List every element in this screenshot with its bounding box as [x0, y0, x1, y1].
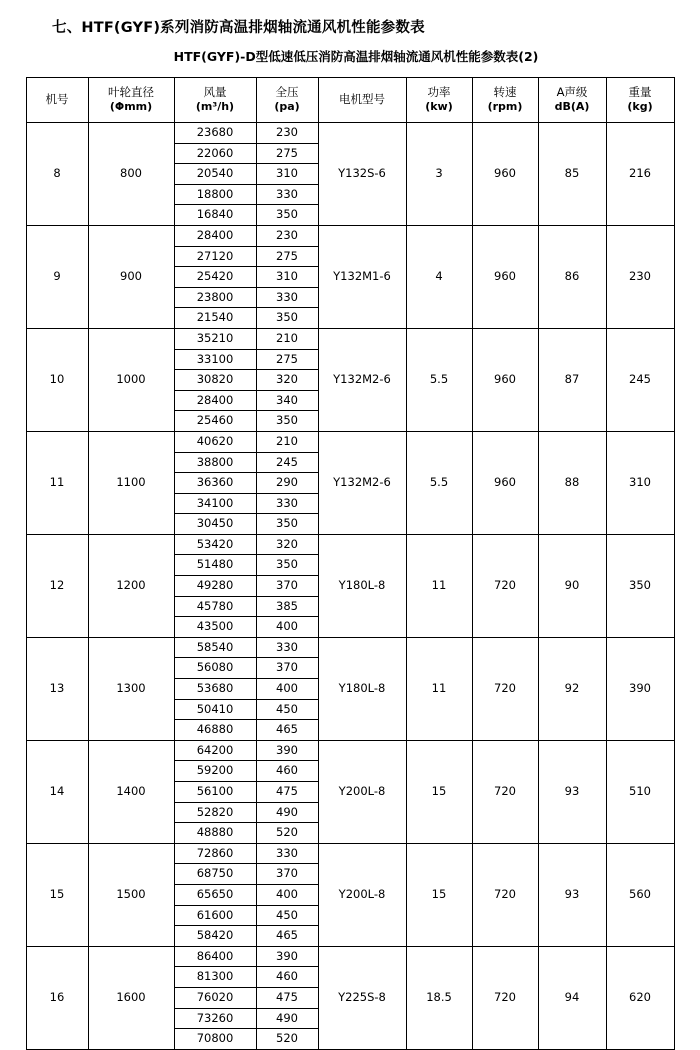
cell-airflow: 86400	[174, 946, 256, 967]
cell-noise: 87	[538, 328, 606, 431]
table-row	[26, 534, 674, 555]
cell-total-pressure: 275	[256, 143, 318, 164]
cell-noise: 93	[538, 843, 606, 946]
column-header-airflow	[174, 78, 256, 123]
cell-total-pressure: 450	[256, 905, 318, 926]
cell-model-no: 9	[26, 225, 88, 328]
cell-total-pressure: 230	[256, 225, 318, 246]
cell-speed: 960	[472, 328, 538, 431]
cell-airflow: 23680	[174, 123, 256, 144]
cell-speed: 720	[472, 534, 538, 637]
cell-airflow: 34100	[174, 493, 256, 514]
cell-total-pressure: 330	[256, 493, 318, 514]
cell-noise: 86	[538, 225, 606, 328]
table-row	[26, 328, 674, 349]
cell-weight: 510	[606, 740, 674, 843]
cell-speed: 720	[472, 637, 538, 740]
cell-airflow: 30450	[174, 514, 256, 535]
cell-airflow: 43500	[174, 617, 256, 638]
cell-total-pressure: 350	[256, 308, 318, 329]
header-label: A声级	[556, 84, 588, 99]
header-unit: (pa)	[274, 100, 300, 114]
cell-motor-model: Y180L-8	[318, 637, 406, 740]
cell-total-pressure: 390	[256, 740, 318, 761]
cell-power: 4	[406, 225, 472, 328]
cell-power: 18.5	[406, 946, 472, 1049]
cell-impeller-diameter: 900	[88, 225, 174, 328]
cell-total-pressure: 520	[256, 1029, 318, 1050]
cell-airflow: 30820	[174, 370, 256, 391]
table-row	[26, 225, 674, 246]
cell-model-no: 15	[26, 843, 88, 946]
cell-impeller-diameter: 1600	[88, 946, 174, 1049]
column-header-noise	[538, 78, 606, 123]
cell-noise: 90	[538, 534, 606, 637]
cell-power: 3	[406, 123, 472, 226]
cell-airflow: 72860	[174, 843, 256, 864]
cell-total-pressure: 350	[256, 555, 318, 576]
table-row	[26, 946, 674, 967]
cell-motor-model: Y200L-8	[318, 740, 406, 843]
cell-airflow: 48880	[174, 823, 256, 844]
cell-speed: 720	[472, 740, 538, 843]
cell-total-pressure: 490	[256, 802, 318, 823]
cell-motor-model: Y132M2-6	[318, 328, 406, 431]
cell-weight: 560	[606, 843, 674, 946]
cell-airflow: 53420	[174, 534, 256, 555]
cell-power: 15	[406, 740, 472, 843]
header-label: 全压	[275, 84, 299, 99]
cell-airflow: 64200	[174, 740, 256, 761]
cell-noise: 85	[538, 123, 606, 226]
cell-total-pressure: 230	[256, 123, 318, 144]
cell-airflow: 46880	[174, 720, 256, 741]
table-header	[26, 78, 674, 123]
cell-airflow: 36360	[174, 473, 256, 494]
cell-airflow: 18800	[174, 184, 256, 205]
cell-impeller-diameter: 800	[88, 123, 174, 226]
header-unit: (m³/h)	[195, 100, 235, 114]
cell-airflow: 81300	[174, 967, 256, 988]
cell-model-no: 8	[26, 123, 88, 226]
cell-power: 15	[406, 843, 472, 946]
cell-total-pressure: 310	[256, 267, 318, 288]
header-label: 功率	[427, 84, 451, 99]
cell-total-pressure: 400	[256, 884, 318, 905]
cell-total-pressure: 350	[256, 411, 318, 432]
cell-airflow: 27120	[174, 246, 256, 267]
cell-total-pressure: 465	[256, 926, 318, 947]
cell-airflow: 53680	[174, 679, 256, 700]
table-row	[26, 843, 674, 864]
cell-airflow: 68750	[174, 864, 256, 885]
cell-airflow: 52820	[174, 802, 256, 823]
cell-airflow: 70800	[174, 1029, 256, 1050]
column-header-weight	[606, 78, 674, 123]
cell-weight: 310	[606, 431, 674, 534]
column-header-motor-model	[318, 78, 406, 123]
cell-speed: 960	[472, 225, 538, 328]
cell-power: 5.5	[406, 328, 472, 431]
cell-total-pressure: 340	[256, 390, 318, 411]
cell-airflow: 59200	[174, 761, 256, 782]
table-row	[26, 431, 674, 452]
cell-total-pressure: 350	[256, 205, 318, 226]
cell-airflow: 16840	[174, 205, 256, 226]
cell-total-pressure: 370	[256, 576, 318, 597]
cell-airflow: 21540	[174, 308, 256, 329]
cell-airflow: 73260	[174, 1008, 256, 1029]
cell-total-pressure: 490	[256, 1008, 318, 1029]
cell-impeller-diameter: 1400	[88, 740, 174, 843]
column-header-impeller-diameter	[88, 78, 174, 123]
cell-speed: 960	[472, 123, 538, 226]
table-row	[26, 637, 674, 658]
cell-total-pressure: 465	[256, 720, 318, 741]
cell-airflow: 49280	[174, 576, 256, 597]
cell-airflow: 38800	[174, 452, 256, 473]
cell-total-pressure: 390	[256, 946, 318, 967]
header-label: 电机型号	[339, 92, 385, 107]
cell-airflow: 28400	[174, 390, 256, 411]
cell-airflow: 61600	[174, 905, 256, 926]
cell-weight: 390	[606, 637, 674, 740]
cell-airflow: 25420	[174, 267, 256, 288]
cell-total-pressure: 400	[256, 679, 318, 700]
cell-impeller-diameter: 1100	[88, 431, 174, 534]
cell-motor-model: Y132M1-6	[318, 225, 406, 328]
cell-airflow: 20540	[174, 164, 256, 185]
cell-model-no: 13	[26, 637, 88, 740]
cell-motor-model: Y225S-8	[318, 946, 406, 1049]
header-unit: (kg)	[627, 100, 653, 114]
header-label: 重量	[628, 84, 652, 99]
cell-motor-model: Y132M2-6	[318, 431, 406, 534]
header-label: 机号	[45, 92, 69, 107]
cell-airflow: 23800	[174, 287, 256, 308]
cell-total-pressure: 320	[256, 534, 318, 555]
cell-airflow: 25460	[174, 411, 256, 432]
cell-impeller-diameter: 1500	[88, 843, 174, 946]
page-title: 七、HTF(GYF)系列消防高温排烟轴流通风机性能参数表	[52, 20, 425, 36]
cell-speed: 720	[472, 946, 538, 1049]
cell-total-pressure: 450	[256, 699, 318, 720]
cell-motor-model: Y200L-8	[318, 843, 406, 946]
column-header-power	[406, 78, 472, 123]
cell-power: 5.5	[406, 431, 472, 534]
cell-model-no: 11	[26, 431, 88, 534]
cell-airflow: 65650	[174, 884, 256, 905]
cell-motor-model: Y132S-6	[318, 123, 406, 226]
table-row	[26, 740, 674, 761]
cell-total-pressure: 330	[256, 184, 318, 205]
cell-total-pressure: 275	[256, 246, 318, 267]
cell-airflow: 50410	[174, 699, 256, 720]
cell-airflow: 22060	[174, 143, 256, 164]
cell-total-pressure: 460	[256, 967, 318, 988]
cell-total-pressure: 275	[256, 349, 318, 370]
cell-total-pressure: 370	[256, 864, 318, 885]
cell-total-pressure: 475	[256, 987, 318, 1008]
cell-airflow: 40620	[174, 431, 256, 452]
header-unit: (rpm)	[487, 100, 523, 114]
cell-airflow: 45780	[174, 596, 256, 617]
header-label: 风量	[203, 84, 227, 99]
cell-noise: 93	[538, 740, 606, 843]
cell-total-pressure: 475	[256, 782, 318, 803]
cell-total-pressure: 310	[256, 164, 318, 185]
cell-noise: 92	[538, 637, 606, 740]
column-header-speed	[472, 78, 538, 123]
cell-airflow: 51480	[174, 555, 256, 576]
cell-power: 11	[406, 637, 472, 740]
cell-airflow: 58420	[174, 926, 256, 947]
header-label: 转速	[493, 84, 517, 99]
cell-noise: 94	[538, 946, 606, 1049]
cell-total-pressure: 210	[256, 431, 318, 452]
cell-airflow: 33100	[174, 349, 256, 370]
cell-airflow: 58540	[174, 637, 256, 658]
cell-total-pressure: 320	[256, 370, 318, 391]
cell-weight: 216	[606, 123, 674, 226]
fan-specification-table	[26, 77, 675, 1050]
cell-airflow: 28400	[174, 225, 256, 246]
cell-impeller-diameter: 1300	[88, 637, 174, 740]
cell-airflow: 76020	[174, 987, 256, 1008]
table-body	[26, 123, 674, 1050]
cell-speed: 720	[472, 843, 538, 946]
cell-weight: 350	[606, 534, 674, 637]
cell-total-pressure: 385	[256, 596, 318, 617]
cell-total-pressure: 290	[256, 473, 318, 494]
cell-total-pressure: 370	[256, 658, 318, 679]
cell-total-pressure: 210	[256, 328, 318, 349]
header-label: 叶轮直径	[108, 84, 154, 99]
cell-total-pressure: 520	[256, 823, 318, 844]
table-row	[26, 123, 674, 144]
header-unit: dB(A)	[554, 100, 590, 114]
header-unit: (Φmm)	[109, 100, 153, 114]
cell-weight: 230	[606, 225, 674, 328]
cell-weight: 245	[606, 328, 674, 431]
cell-motor-model: Y180L-8	[318, 534, 406, 637]
cell-airflow: 35210	[174, 328, 256, 349]
table-header-row	[26, 78, 674, 123]
cell-total-pressure: 330	[256, 637, 318, 658]
cell-impeller-diameter: 1200	[88, 534, 174, 637]
cell-airflow: 56100	[174, 782, 256, 803]
cell-weight: 620	[606, 946, 674, 1049]
cell-model-no: 10	[26, 328, 88, 431]
cell-noise: 88	[538, 431, 606, 534]
cell-total-pressure: 460	[256, 761, 318, 782]
cell-total-pressure: 400	[256, 617, 318, 638]
cell-airflow: 56080	[174, 658, 256, 679]
header-unit: (kw)	[425, 100, 453, 114]
cell-model-no: 12	[26, 534, 88, 637]
cell-model-no: 16	[26, 946, 88, 1049]
cell-total-pressure: 245	[256, 452, 318, 473]
column-header-model-no	[26, 78, 88, 123]
cell-speed: 960	[472, 431, 538, 534]
column-header-total-pressure	[256, 78, 318, 123]
cell-impeller-diameter: 1000	[88, 328, 174, 431]
cell-total-pressure: 330	[256, 287, 318, 308]
table-caption: HTF(GYF)-D型低速低压消防高温排烟轴流通风机性能参数表(2)	[173, 49, 539, 64]
cell-model-no: 14	[26, 740, 88, 843]
cell-total-pressure: 330	[256, 843, 318, 864]
cell-power: 11	[406, 534, 472, 637]
cell-total-pressure: 350	[256, 514, 318, 535]
